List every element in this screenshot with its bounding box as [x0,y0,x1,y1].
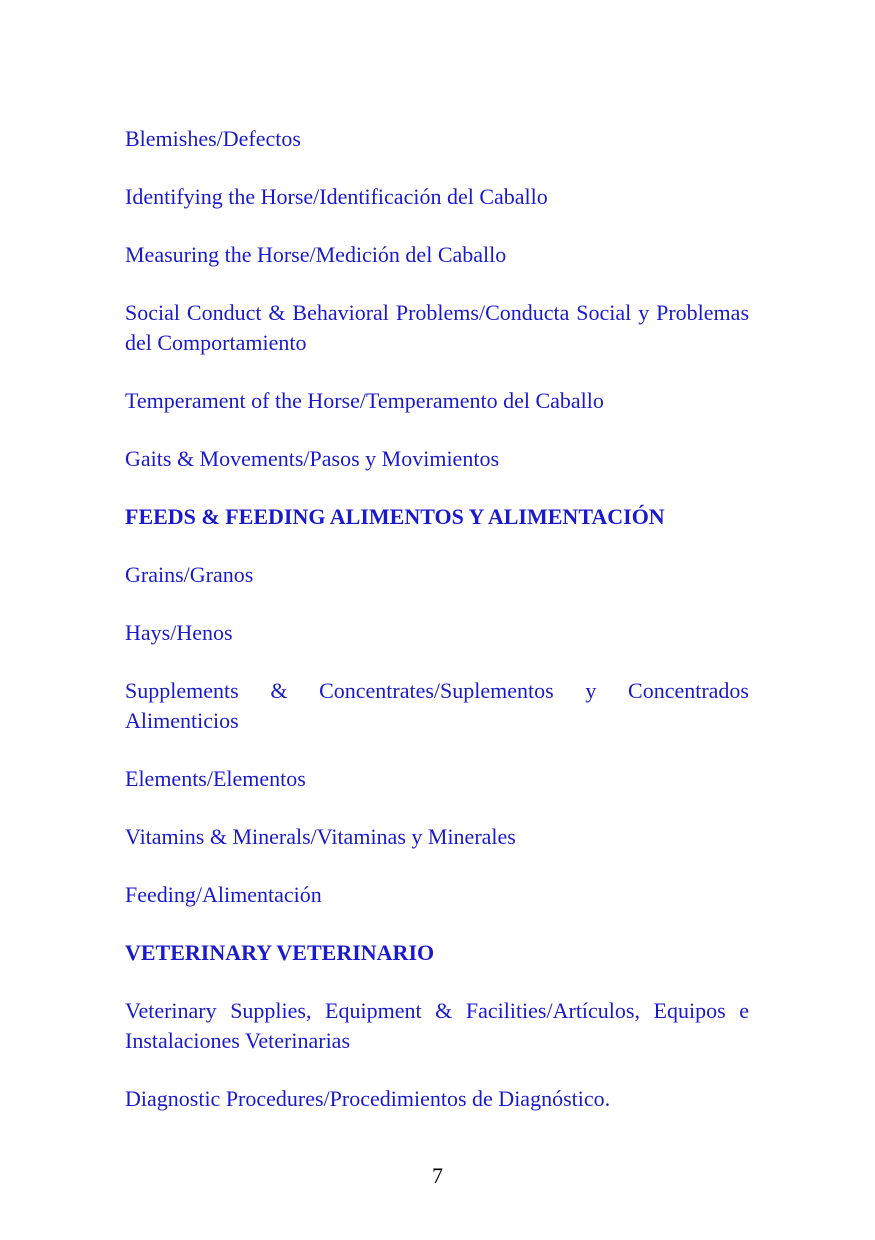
toc-link-hays[interactable]: Hays/Henos [125,620,233,645]
toc-link-grains[interactable]: Grains/Granos [125,562,254,587]
toc-link-diagnostic-procedures[interactable]: Diagnostic Procedures/Procedimientos de Diagnóstico. [125,1086,611,1111]
toc-link-elements[interactable]: Elements/Elementos [125,766,306,791]
toc-link-supplements-concentrates[interactable]: Supplements & Concentrates/Suplementos y Concentrados Alimenticios [125,678,749,733]
toc-link-identifying-the-horse[interactable]: Identifying the Horse/Identificación del Caballo [125,184,548,209]
toc-link-social-conduct[interactable]: Social Conduct & Behavioral Problems/Conducta Social y Problemas del Comportamiento [125,300,749,355]
toc-link-feeding[interactable]: Feeding/Alimentación [125,882,322,907]
toc-link-veterinary-supplies[interactable]: Veterinary Supplies, Equipment & Facilities/Artículos, Equipos e Instalaciones Veterinarias [125,998,749,1053]
page-number: 7 [432,1163,443,1188]
toc-link-temperament[interactable]: Temperament of the Horse/Temperamento del Caballo [125,388,604,413]
section-heading-veterinary[interactable]: VETERINARY VETERINARIO [125,940,435,965]
toc-link-vitamins-minerals[interactable]: Vitamins & Minerals/Vitaminas y Minerales [125,824,516,849]
toc-link-measuring-the-horse[interactable]: Measuring the Horse/Medición del Caballo [125,242,507,267]
section-heading-feeds-feeding[interactable]: FEEDS & FEEDING ALIMENTOS Y ALIMENTACIÓN [125,504,665,529]
toc-link-gaits-movements[interactable]: Gaits & Movements/Pasos y Movimientos [125,446,499,471]
toc-link-blemishes[interactable]: Blemishes/Defectos [125,126,301,151]
